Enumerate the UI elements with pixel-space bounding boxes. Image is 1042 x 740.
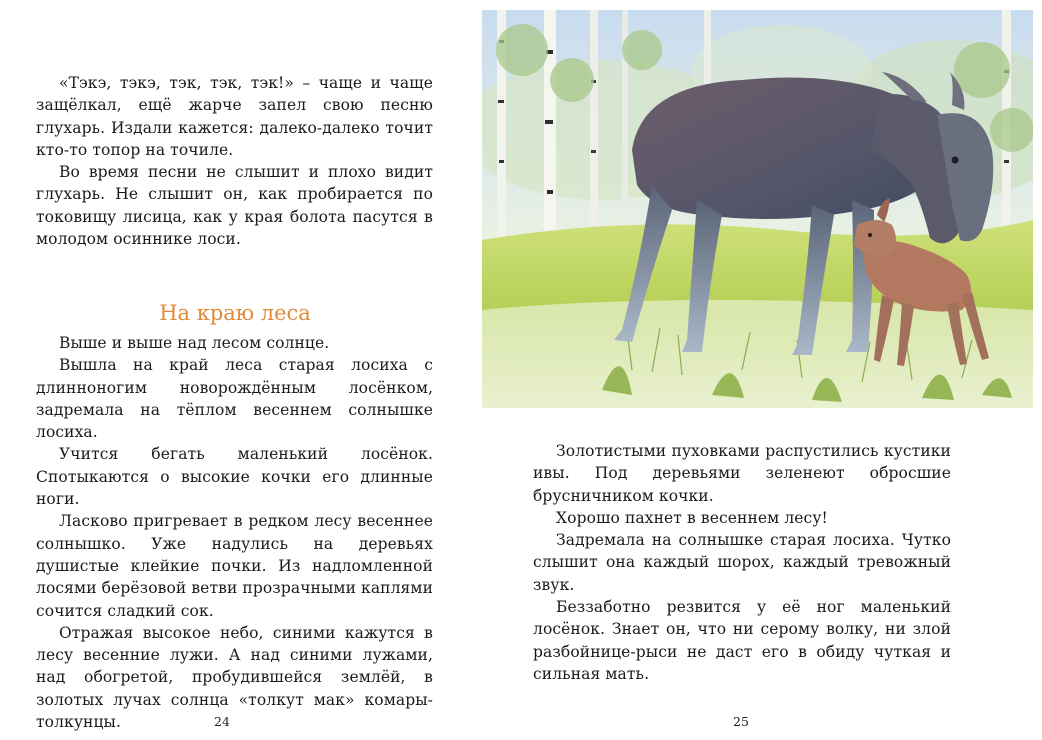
paragraph: Отражая высокое небо, синими кажутся в лесу весенние лужи. А над синими лужами, над обогретой, пробудившейся землёй, в золотых лучах солнца «толкут мак» комары-толкунцы. <box>36 623 433 732</box>
paragraph: Вышла на край леса старая лосиха с длинноногим новорождённым лосёнком, задремала на тёплом весеннем солнышке лосиха. <box>36 356 433 442</box>
text-block-bottom <box>36 332 433 733</box>
chapter-heading: На краю леса <box>159 301 311 326</box>
paragraph: Выше и выше над лесом солнце. <box>59 334 330 352</box>
paragraph: Во время песни не слышит и плохо видит глухарь. Не слышит он, как пробирается по токовищу лисица, как у края болота пасутся в молодом осиннике лоси. <box>36 163 433 249</box>
moose-illustration <box>482 10 1033 408</box>
paragraph: Учится бегать маленький лосёнок. Спотыкаются о высокие кочки его длинные ноги. <box>36 445 433 509</box>
paragraph: «Тэкэ, тэкэ, тэк, тэк, тэк!» – чаще и чаще защёлкал, ещё жарче запел свою песню глухарь. Издали кажется: далеко-далеко точит кто-то топор на точиле. <box>36 74 433 159</box>
page-number: 24 <box>214 714 230 729</box>
page-number: 25 <box>733 714 749 729</box>
paragraph: Золотистыми пуховками распустились кустики ивы. Под деревьями зеленеют обросшие брусничником кочки. <box>533 442 951 505</box>
paragraph: Задремала на солнышке старая лосиха. Чутко слышит она каждый шорох, каждый тревожный звук. <box>533 531 951 594</box>
paragraph: Хорошо пахнет в весеннем лесу! <box>556 508 828 527</box>
paragraph: Беззаботно резвится у её ног маленький лосёнок. Знает он, что ни серому волку, ни злой разбойнице-рыси не даст его в обиду чуткая и сильная мать. <box>533 598 951 683</box>
right-page <box>521 0 1042 740</box>
paragraph: Ласково пригревает в редком лесу весеннее солнышко. Уже надулись на деревьях душистые клейкие почки. Из надломленной лосями берёзовой ветви прозрачными каплями сочится сладкий сок. <box>36 512 434 620</box>
text-block-top <box>36 72 433 250</box>
text-block-right <box>533 440 951 685</box>
